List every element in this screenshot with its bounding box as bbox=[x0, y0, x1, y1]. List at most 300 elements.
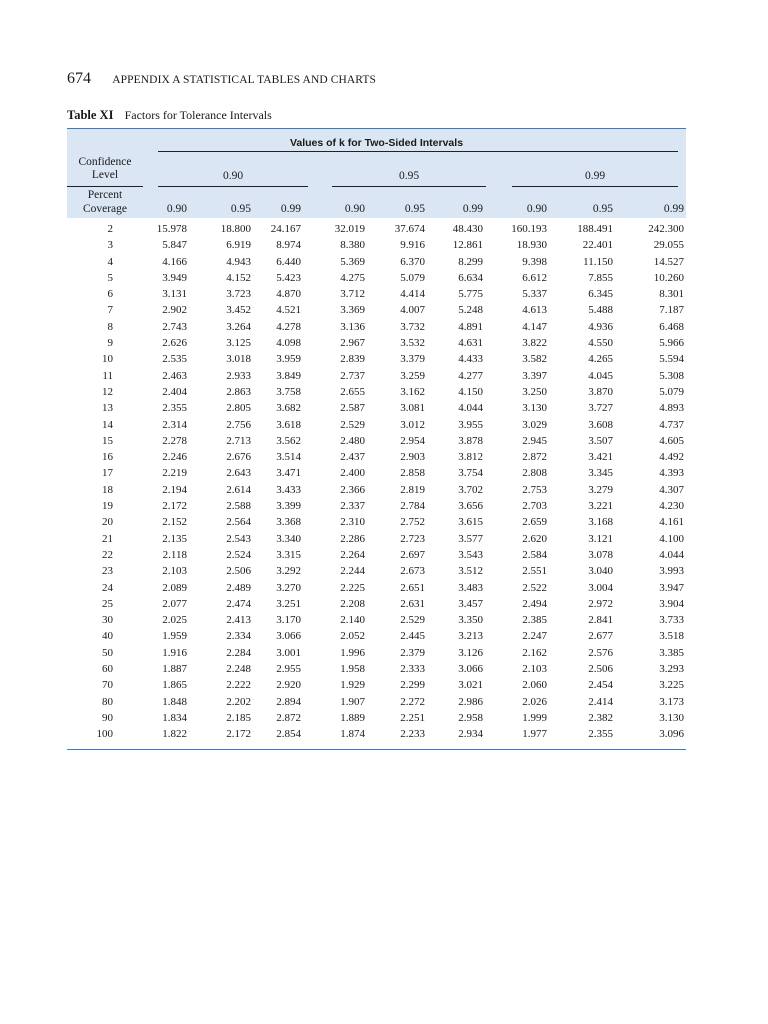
coverage-header-2: 0.95 bbox=[230, 203, 251, 215]
row-n: 80 bbox=[102, 695, 113, 708]
table-cell: 1.959 bbox=[162, 630, 187, 643]
coverage-header-8: 0.95 bbox=[592, 203, 613, 215]
table-cell: 3.385 bbox=[659, 646, 684, 659]
table-cell: 2.723 bbox=[400, 532, 425, 545]
table-cell: 2.334 bbox=[226, 630, 251, 643]
table-row bbox=[67, 662, 686, 678]
table-row bbox=[67, 597, 686, 613]
table-cell: 3.723 bbox=[226, 288, 251, 301]
row-n: 25 bbox=[102, 597, 113, 610]
table-cell: 37.674 bbox=[394, 223, 425, 235]
table-cell: 2.379 bbox=[400, 646, 425, 659]
confidence-label-line2: Level bbox=[91, 169, 119, 181]
table-cell: 4.044 bbox=[659, 548, 684, 561]
table-cell: 2.854 bbox=[276, 728, 301, 741]
table-row bbox=[67, 711, 686, 727]
table-cell: 2.631 bbox=[400, 597, 425, 610]
confidence-rule-090 bbox=[158, 186, 308, 187]
confidence-level-099: 0.99 bbox=[584, 170, 606, 182]
table-cell: 3.949 bbox=[162, 271, 187, 284]
table-cell: 2.152 bbox=[162, 516, 187, 529]
confidence-level-090: 0.90 bbox=[222, 170, 244, 182]
table-header-band bbox=[67, 128, 686, 218]
row-n: 30 bbox=[102, 614, 113, 627]
table-cell: 6.612 bbox=[522, 271, 547, 284]
table-title: Values of k for Two-Sided Intervals bbox=[289, 137, 464, 149]
table-cell: 2.248 bbox=[226, 663, 251, 676]
table-cell: 2.118 bbox=[162, 548, 187, 561]
table-row bbox=[67, 581, 686, 597]
table-cell: 4.492 bbox=[659, 451, 684, 464]
table-cell: 2.643 bbox=[226, 467, 251, 480]
table-cell: 2.246 bbox=[162, 451, 187, 464]
table-cell: 2.863 bbox=[226, 385, 251, 398]
row-n: 23 bbox=[102, 565, 113, 578]
table-row bbox=[67, 483, 686, 499]
table-cell: 48.430 bbox=[452, 223, 483, 235]
table-cell: 3.507 bbox=[588, 434, 613, 447]
table-cell: 3.350 bbox=[458, 614, 483, 627]
table-cell: 2.967 bbox=[340, 337, 365, 350]
table-cell: 3.368 bbox=[276, 516, 301, 529]
table-cell: 2.659 bbox=[522, 516, 547, 529]
table-cell: 1.977 bbox=[522, 728, 547, 741]
table-cell: 1.907 bbox=[340, 695, 365, 708]
table-cell: 3.754 bbox=[458, 467, 483, 480]
table-cell: 3.004 bbox=[588, 581, 613, 594]
table-cell: 3.369 bbox=[340, 304, 365, 317]
table-cell: 3.421 bbox=[588, 451, 613, 464]
table-cell: 29.055 bbox=[653, 239, 684, 252]
table-cell: 2.140 bbox=[340, 614, 365, 627]
table-cell: 2.480 bbox=[340, 434, 365, 447]
table-cell: 2.841 bbox=[588, 614, 613, 627]
table-cell: 3.682 bbox=[276, 402, 301, 415]
table-cell: 2.463 bbox=[162, 369, 187, 382]
table-cell: 3.012 bbox=[400, 418, 425, 431]
table-cell: 2.587 bbox=[340, 402, 365, 415]
table-cell: 8.299 bbox=[458, 255, 483, 268]
table-cell: 3.081 bbox=[400, 402, 425, 415]
table-cell: 2.162 bbox=[522, 646, 547, 659]
table-cell: 2.103 bbox=[162, 565, 187, 578]
table-cell: 4.943 bbox=[226, 255, 251, 268]
row-n: 9 bbox=[107, 337, 113, 350]
table-cell: 3.514 bbox=[276, 451, 301, 464]
table-cell: 2.839 bbox=[340, 353, 365, 366]
table-cell: 6.440 bbox=[276, 255, 301, 268]
table-cell: 2.903 bbox=[400, 451, 425, 464]
table-cell: 2.954 bbox=[400, 434, 425, 447]
table-cell: 2.251 bbox=[400, 711, 425, 724]
table-cell: 3.340 bbox=[276, 532, 301, 545]
coverage-header-3: 0.99 bbox=[280, 203, 301, 215]
tolerance-table bbox=[67, 128, 686, 750]
table-cell: 2.703 bbox=[522, 500, 547, 513]
table-cell: 3.733 bbox=[659, 614, 684, 627]
table-cell: 2.522 bbox=[522, 581, 547, 594]
table-cell: 2.445 bbox=[400, 630, 425, 643]
table-cell: 11.150 bbox=[583, 255, 613, 268]
table-cell: 2.551 bbox=[522, 565, 547, 578]
table-cell: 2.934 bbox=[458, 728, 483, 741]
table-cell: 6.468 bbox=[659, 320, 684, 333]
table-cell: 32.019 bbox=[334, 223, 365, 235]
table-row bbox=[67, 629, 686, 645]
table-cell: 3.849 bbox=[276, 369, 301, 382]
row-n: 19 bbox=[102, 500, 113, 513]
table-cell: 15.978 bbox=[156, 223, 187, 235]
table-cell: 3.618 bbox=[276, 418, 301, 431]
table-cell: 2.337 bbox=[340, 500, 365, 513]
table-cell: 1.848 bbox=[162, 695, 187, 708]
table-cell: 2.194 bbox=[162, 483, 187, 496]
table-row bbox=[67, 238, 686, 254]
table-cell: 4.870 bbox=[276, 288, 301, 301]
table-cell: 3.121 bbox=[588, 532, 613, 545]
table-cell: 2.753 bbox=[522, 483, 547, 496]
table-cell: 2.208 bbox=[340, 597, 365, 610]
row-n: 70 bbox=[102, 679, 113, 692]
table-cell: 4.605 bbox=[659, 434, 684, 447]
table-cell: 5.369 bbox=[340, 255, 365, 268]
table-cell: 3.279 bbox=[588, 483, 613, 496]
coverage-header-4: 0.90 bbox=[344, 203, 365, 215]
row-n: 22 bbox=[102, 548, 113, 561]
row-n: 21 bbox=[102, 532, 113, 545]
table-cell: 3.251 bbox=[276, 597, 301, 610]
table-cell: 3.225 bbox=[659, 679, 684, 692]
table-cell: 3.518 bbox=[659, 630, 684, 643]
table-cell: 3.001 bbox=[276, 646, 301, 659]
coverage-header-1: 0.90 bbox=[166, 203, 187, 215]
table-cell: 4.737 bbox=[659, 418, 684, 431]
table-cell: 5.488 bbox=[588, 304, 613, 317]
table-cell: 2.437 bbox=[340, 451, 365, 464]
table-cell: 4.265 bbox=[588, 353, 613, 366]
table-cell: 4.044 bbox=[458, 402, 483, 415]
table-cell: 2.272 bbox=[400, 695, 425, 708]
table-cell: 2.655 bbox=[340, 385, 365, 398]
row-n: 60 bbox=[102, 663, 113, 676]
coverage-header-5: 0.95 bbox=[404, 203, 425, 215]
table-bottom-rule bbox=[67, 749, 686, 750]
table-cell: 2.185 bbox=[226, 711, 251, 724]
table-cell: 2.955 bbox=[276, 663, 301, 676]
table-cell: 2.060 bbox=[522, 679, 547, 692]
table-cell: 2.489 bbox=[226, 581, 251, 594]
table-cell: 4.550 bbox=[588, 337, 613, 350]
table-cell: 24.167 bbox=[270, 223, 301, 235]
table-cell: 2.524 bbox=[226, 548, 251, 561]
table-cell: 4.393 bbox=[659, 467, 684, 480]
table-cell: 2.219 bbox=[162, 467, 187, 480]
table-cell: 4.152 bbox=[226, 271, 251, 284]
table-row bbox=[67, 336, 686, 352]
table-cell: 6.919 bbox=[226, 239, 251, 252]
table-row bbox=[67, 678, 686, 694]
table-cell: 3.162 bbox=[400, 385, 425, 398]
table-cell: 2.697 bbox=[400, 548, 425, 561]
table-cell: 2.025 bbox=[162, 614, 187, 627]
table-cell: 2.872 bbox=[522, 451, 547, 464]
table-row bbox=[67, 695, 686, 711]
table-row bbox=[67, 646, 686, 662]
table-cell: 2.494 bbox=[522, 597, 547, 610]
confidence-level-095: 0.95 bbox=[398, 170, 420, 182]
table-cell: 2.506 bbox=[226, 565, 251, 578]
table-cell: 3.543 bbox=[458, 548, 483, 561]
table-cell: 3.136 bbox=[340, 320, 365, 333]
coverage-header-9: 0.99 bbox=[663, 203, 684, 215]
table-cell: 4.147 bbox=[522, 320, 547, 333]
row-n: 16 bbox=[102, 451, 113, 464]
table-cell: 5.775 bbox=[458, 288, 483, 301]
table-cell: 4.045 bbox=[588, 369, 613, 382]
row-n: 11 bbox=[102, 369, 113, 382]
table-cell: 10.260 bbox=[653, 271, 684, 284]
table-cell: 4.100 bbox=[659, 532, 684, 545]
table-cell: 18.800 bbox=[220, 223, 251, 235]
table-row bbox=[67, 499, 686, 515]
table-cell: 2.673 bbox=[400, 565, 425, 578]
table-row bbox=[67, 564, 686, 580]
table-cell: 6.345 bbox=[588, 288, 613, 301]
table-cell: 2.355 bbox=[588, 728, 613, 741]
table-cell: 188.491 bbox=[577, 223, 613, 235]
table-cell: 4.150 bbox=[458, 385, 483, 398]
table-cell: 4.166 bbox=[162, 255, 187, 268]
confidence-label-rule bbox=[67, 186, 143, 187]
table-cell: 2.103 bbox=[522, 663, 547, 676]
table-cell: 2.222 bbox=[226, 679, 251, 692]
table-cell: 2.400 bbox=[340, 467, 365, 480]
table-row bbox=[67, 352, 686, 368]
table-cell: 18.930 bbox=[516, 239, 547, 252]
table-cell: 5.966 bbox=[659, 337, 684, 350]
table-cell: 3.615 bbox=[458, 516, 483, 529]
row-n: 14 bbox=[102, 418, 113, 431]
table-cell: 3.532 bbox=[400, 337, 425, 350]
row-n: 15 bbox=[102, 434, 113, 447]
table-cell: 2.233 bbox=[400, 728, 425, 741]
table-cell: 2.588 bbox=[226, 500, 251, 513]
table-cell: 2.172 bbox=[162, 500, 187, 513]
table-cell: 3.562 bbox=[276, 434, 301, 447]
table-row bbox=[67, 532, 686, 548]
table-cell: 2.355 bbox=[162, 402, 187, 415]
row-n: 18 bbox=[102, 483, 113, 496]
coverage-header-7: 0.90 bbox=[526, 203, 547, 215]
row-n: 8 bbox=[107, 320, 113, 333]
table-cell: 2.584 bbox=[522, 548, 547, 561]
table-cell: 6.634 bbox=[458, 271, 483, 284]
table-cell: 1.834 bbox=[162, 711, 187, 724]
table-row bbox=[67, 303, 686, 319]
table-cell: 2.752 bbox=[400, 516, 425, 529]
table-row bbox=[67, 369, 686, 385]
row-n: 24 bbox=[102, 581, 113, 594]
table-cell: 5.337 bbox=[522, 288, 547, 301]
table-cell: 3.397 bbox=[522, 369, 547, 382]
table-cell: 14.527 bbox=[653, 255, 684, 268]
table-cell: 2.414 bbox=[588, 695, 613, 708]
row-n: 3 bbox=[107, 239, 113, 252]
table-cell: 3.727 bbox=[588, 402, 613, 415]
table-cell: 2.244 bbox=[340, 565, 365, 578]
table-caption-text: Factors for Tolerance Intervals bbox=[124, 108, 272, 122]
table-cell: 2.286 bbox=[340, 532, 365, 545]
table-cell: 3.577 bbox=[458, 532, 483, 545]
table-cell: 2.933 bbox=[226, 369, 251, 382]
percent-label-line2: Coverage bbox=[82, 203, 128, 215]
row-n: 10 bbox=[102, 353, 113, 366]
table-cell: 2.314 bbox=[162, 418, 187, 431]
table-row bbox=[67, 418, 686, 434]
table-cell: 7.855 bbox=[588, 271, 613, 284]
table-cell: 3.870 bbox=[588, 385, 613, 398]
table-cell: 2.894 bbox=[276, 695, 301, 708]
table-cell: 3.270 bbox=[276, 581, 301, 594]
table-cell: 160.193 bbox=[511, 223, 547, 235]
table-cell: 9.398 bbox=[522, 255, 547, 268]
table-cell: 4.521 bbox=[276, 304, 301, 317]
table-row bbox=[67, 515, 686, 531]
table-row bbox=[67, 548, 686, 564]
row-n: 50 bbox=[102, 646, 113, 659]
table-cell: 3.173 bbox=[659, 695, 684, 708]
table-cell: 2.872 bbox=[276, 711, 301, 724]
table-cell: 1.865 bbox=[162, 679, 187, 692]
row-n: 4 bbox=[107, 255, 113, 268]
table-cell: 3.608 bbox=[588, 418, 613, 431]
table-cell: 2.737 bbox=[340, 369, 365, 382]
percent-coverage-label bbox=[67, 188, 143, 216]
row-n: 20 bbox=[102, 516, 113, 529]
table-cell: 3.259 bbox=[400, 369, 425, 382]
table-cell: 2.535 bbox=[162, 353, 187, 366]
table-cell: 4.307 bbox=[659, 483, 684, 496]
table-cell: 3.399 bbox=[276, 500, 301, 513]
table-cell: 2.382 bbox=[588, 711, 613, 724]
table-cell: 5.847 bbox=[162, 239, 187, 252]
table-cell: 1.887 bbox=[162, 663, 187, 676]
table-cell: 2.576 bbox=[588, 646, 613, 659]
title-rule bbox=[158, 151, 678, 152]
table-cell: 1.874 bbox=[340, 728, 365, 741]
table-cell: 2.225 bbox=[340, 581, 365, 594]
row-n: 17 bbox=[102, 467, 113, 480]
table-cell: 4.161 bbox=[659, 516, 684, 529]
table-cell: 2.902 bbox=[162, 304, 187, 317]
table-cell: 3.483 bbox=[458, 581, 483, 594]
table-cell: 2.651 bbox=[400, 581, 425, 594]
coverage-header-6: 0.99 bbox=[462, 203, 483, 215]
table-cell: 3.702 bbox=[458, 483, 483, 496]
table-cell: 3.878 bbox=[458, 434, 483, 447]
running-title: APPENDIX A STATISTICAL TABLES AND CHARTS bbox=[112, 74, 377, 86]
table-cell: 3.315 bbox=[276, 548, 301, 561]
table-cell: 5.079 bbox=[400, 271, 425, 284]
table-cell: 3.131 bbox=[162, 288, 187, 301]
table-cell: 2.404 bbox=[162, 385, 187, 398]
table-row bbox=[67, 434, 686, 450]
table-cell: 2.366 bbox=[340, 483, 365, 496]
table-cell: 242.300 bbox=[648, 223, 684, 235]
table-cell: 4.631 bbox=[458, 337, 483, 350]
row-n: 7 bbox=[107, 304, 113, 317]
row-n: 6 bbox=[107, 288, 113, 301]
row-n: 100 bbox=[96, 728, 113, 741]
table-cell: 3.293 bbox=[659, 663, 684, 676]
table-cell: 4.433 bbox=[458, 353, 483, 366]
table-cell: 4.230 bbox=[659, 500, 684, 513]
table-cell: 2.819 bbox=[400, 483, 425, 496]
table-cell: 2.026 bbox=[522, 695, 547, 708]
table-row bbox=[67, 222, 686, 238]
table-cell: 3.066 bbox=[276, 630, 301, 643]
table-caption bbox=[67, 108, 272, 123]
row-n: 2 bbox=[107, 223, 113, 235]
percent-label-line1: Percent bbox=[87, 189, 123, 201]
table-cell: 1.822 bbox=[162, 728, 187, 741]
table-cell: 2.278 bbox=[162, 434, 187, 447]
table-cell: 9.916 bbox=[400, 239, 425, 252]
table-cell: 2.743 bbox=[162, 320, 187, 333]
table-row bbox=[67, 727, 686, 743]
table-cell: 2.713 bbox=[226, 434, 251, 447]
table-cell: 2.677 bbox=[588, 630, 613, 643]
table-cell: 2.564 bbox=[226, 516, 251, 529]
table-cell: 5.079 bbox=[659, 385, 684, 398]
table-cell: 2.543 bbox=[226, 532, 251, 545]
table-cell: 4.277 bbox=[458, 369, 483, 382]
table-cell: 3.512 bbox=[458, 565, 483, 578]
table-cell: 8.380 bbox=[340, 239, 365, 252]
table-row bbox=[67, 385, 686, 401]
table-row bbox=[67, 271, 686, 287]
table-cell: 2.614 bbox=[226, 483, 251, 496]
confidence-rule-095 bbox=[332, 186, 486, 187]
table-cell: 2.385 bbox=[522, 614, 547, 627]
table-cell: 4.007 bbox=[400, 304, 425, 317]
table-row bbox=[67, 401, 686, 417]
table-cell: 3.066 bbox=[458, 663, 483, 676]
table-cell: 2.958 bbox=[458, 711, 483, 724]
table-cell: 3.168 bbox=[588, 516, 613, 529]
table-cell: 22.401 bbox=[582, 239, 613, 252]
table-cell: 3.096 bbox=[659, 728, 684, 741]
table-cell: 2.506 bbox=[588, 663, 613, 676]
table-cell: 1.996 bbox=[340, 646, 365, 659]
table-cell: 2.299 bbox=[400, 679, 425, 692]
table-cell: 2.474 bbox=[226, 597, 251, 610]
table-cell: 2.413 bbox=[226, 614, 251, 627]
table-cell: 3.021 bbox=[458, 679, 483, 692]
table-cell: 2.808 bbox=[522, 467, 547, 480]
table-cell: 3.758 bbox=[276, 385, 301, 398]
table-cell: 2.756 bbox=[226, 418, 251, 431]
row-n: 13 bbox=[102, 402, 113, 415]
table-cell: 2.529 bbox=[340, 418, 365, 431]
table-cell: 1.929 bbox=[340, 679, 365, 692]
table-cell: 4.891 bbox=[458, 320, 483, 333]
table-cell: 3.250 bbox=[522, 385, 547, 398]
table-cell: 3.221 bbox=[588, 500, 613, 513]
table-row bbox=[67, 287, 686, 303]
table-cell: 2.784 bbox=[400, 500, 425, 513]
table-cell: 2.202 bbox=[226, 695, 251, 708]
